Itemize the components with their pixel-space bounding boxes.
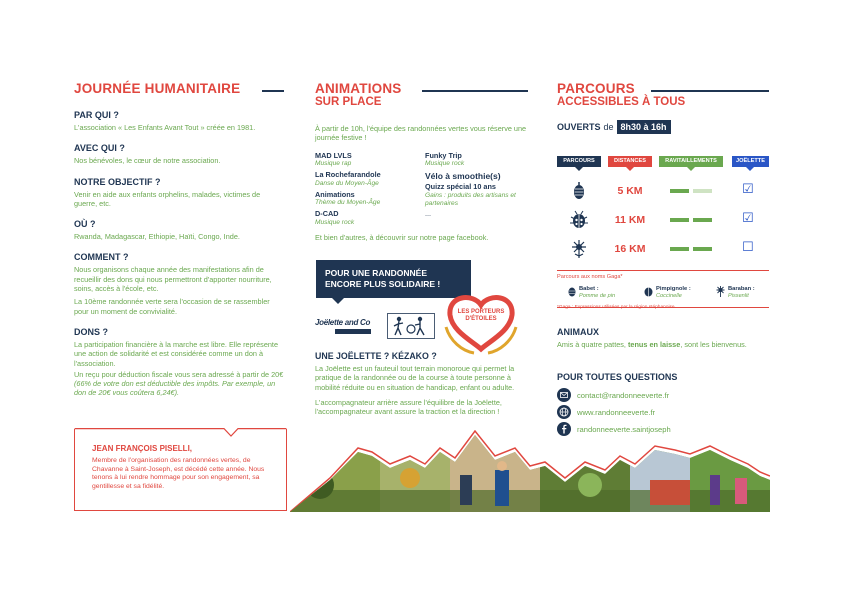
gaga-box	[557, 270, 769, 308]
contact-row[interactable]	[557, 404, 769, 420]
dandelion-icon	[570, 239, 588, 259]
answer-dons-2-text: Un reçu pour déduction fiscale vous sera adressé à partir de 20€	[74, 369, 284, 379]
logo-joelette-and-co	[315, 314, 381, 338]
tribute-box	[74, 429, 287, 511]
activity-name: Vélo à smoothie(s)	[425, 171, 501, 182]
logo-porteurs-top: LES PORTEURS	[457, 309, 505, 315]
logo-porteurs-text	[452, 309, 510, 323]
header-parcours: PARCOURS	[557, 156, 601, 167]
ravitaillement-bars	[670, 218, 714, 223]
distance-value: 11 KM	[614, 214, 646, 226]
question-ou: OÙ ?	[74, 219, 96, 230]
distance-value: 16 KM	[614, 243, 646, 255]
gaga-name: Baraban :	[728, 286, 755, 292]
tribute-box-top-border	[74, 428, 287, 438]
activity-name: MAD LVLS	[315, 150, 352, 160]
activity-name: Funky Trip	[425, 150, 462, 160]
column-animations	[315, 82, 529, 242]
logo-porteurs-bottom: D'ÉTOILES	[465, 316, 497, 322]
activity-sub: Thème du Moyen-Âge	[315, 199, 381, 207]
answer-dons: La participation financière à la marche est libre. Elle représente une action de solidarité et est considérée comme un don à l'association.	[74, 339, 279, 368]
questions-title: POUR TOUTES QUESTIONS	[557, 372, 678, 382]
opening-de: de	[603, 122, 614, 132]
activity-item	[315, 171, 425, 188]
joelette-checkbox: ☑	[742, 182, 754, 197]
animals-text-c: , sont les bienvenus.	[680, 340, 747, 349]
header-ravitaillements: RAVITAILLEMENTS	[659, 156, 723, 167]
activity-item	[315, 152, 425, 169]
answer-avec-qui: Nos bénévoles, le cœur de notre association.	[74, 156, 221, 166]
solidarity-banner-text: POUR UNE RANDONNÉE ENCORE PLUS SOLIDAIRE !	[325, 268, 441, 289]
section-title-humanitarian: JOURNÉE HUMANITAIRE	[74, 81, 241, 96]
question-par-qui: PAR QUI ?	[74, 110, 119, 120]
answer-comment-2: La 10ème randonnée verte sera l'occasion de se rassembler pour un moment de convivialité.	[74, 297, 270, 316]
animals-text	[557, 340, 757, 349]
contact-website[interactable]: www.randonneeverte.fr	[577, 407, 656, 417]
questions-block	[557, 372, 769, 437]
opening-label: OUVERTS	[557, 122, 601, 132]
mountain-photo-strip	[290, 430, 770, 512]
kezako-p2: L'accompagnateur arrière assure l'équilibre de la Joëlette, l'accompagnateur avant assure la traction et la direction !	[315, 397, 502, 417]
answer-ou: Rwanda, Madagascar, Ethiopie, Haïti, Congo, Inde.	[74, 232, 240, 242]
table-row	[557, 210, 769, 230]
rule-col3	[651, 90, 769, 92]
header-joelette: JOËLETTE	[732, 156, 769, 167]
activity-sub: Musique rock	[425, 160, 465, 168]
joelette-checkbox: ☑	[742, 211, 754, 226]
pine-cone-icon	[571, 181, 587, 201]
table-row	[557, 181, 769, 201]
answer-par-qui: L'association « Les Enfants Avant Tout » créée en 1981.	[74, 123, 256, 132]
section-subtitle-animations: SUR PLACE	[315, 96, 382, 108]
ravitaillement-bar-empty	[693, 189, 712, 193]
activity-sub: Musique rap	[315, 160, 352, 168]
animals-text-b: tenus en laisse	[627, 340, 681, 349]
globe-icon	[557, 405, 571, 419]
ravitaillement-bars	[670, 247, 714, 252]
tribute-name: JEAN FRANÇOIS PISELLI,	[92, 444, 193, 453]
contact-email[interactable]: contact@randonneeverte.fr	[577, 390, 670, 400]
activities-right	[425, 152, 529, 227]
animations-outro: Et bien d'autres, à découvrir sur notre page facebook.	[315, 232, 489, 242]
opening-hours	[557, 120, 769, 134]
animals-block	[557, 327, 757, 349]
ravitaillement-bar-filled	[693, 218, 712, 222]
header-pointers	[557, 167, 769, 173]
question-comment: COMMENT ?	[74, 252, 129, 263]
ravitaillement-bar-filled	[670, 218, 689, 222]
activity-item	[425, 183, 529, 208]
activity-name: Quizz spécial 10 ans	[425, 182, 496, 192]
opening-hours-value: 8h30 à 16h	[617, 120, 671, 134]
gaga-title: Parcours aux noms Gaga*	[557, 274, 623, 280]
ravitaillement-bars	[670, 189, 714, 194]
contact-facebook[interactable]: randonneeverte.saintjoseph	[577, 424, 671, 434]
gaga-sub: Coccinelle	[656, 293, 682, 299]
activity-item	[315, 191, 425, 208]
tribute-text: Membre de l'organisation des randonnées vertes, de Chavanne à Saint-Joseph, est décédé cette année. Nous tenons à lui rendre hommage pour son engagement, sa gentillesse et sa fidélité.	[92, 457, 265, 491]
gaga-sub: Pomme de pin	[579, 293, 616, 299]
activity-item	[425, 152, 529, 169]
logo-joelette-text: Joëlette and Co	[315, 318, 371, 327]
banner-pointer	[331, 297, 345, 305]
activities-left	[315, 152, 425, 227]
activities-grid	[315, 152, 529, 227]
animals-text-a: Amis à quatre pattes,	[557, 340, 626, 349]
activity-item	[315, 210, 425, 227]
animations-intro: À partir de 10h, l'équipe des randonnées vertes vous réserve une journée festive !	[315, 124, 527, 143]
gaga-items	[557, 285, 769, 303]
joelette-checkbox: ☐	[742, 240, 754, 255]
ravitaillement-bar-filled	[670, 247, 689, 251]
activity-item	[425, 210, 529, 219]
rule-col2	[422, 90, 528, 92]
activity-name: D-CAD	[315, 209, 339, 219]
section-subtitle-parcours: ACCESSIBLES À TOUS	[557, 96, 686, 108]
ravitaillement-bar-filled	[693, 247, 712, 251]
rule-col1	[262, 90, 284, 92]
gaga-name: Pimpignole :	[656, 286, 691, 292]
ravitaillement-bar-filled	[670, 189, 689, 193]
kezako-title: UNE JOËLETTE ? KÉZAKO ?	[315, 351, 437, 361]
activity-item	[425, 171, 529, 181]
ladybug-icon	[570, 210, 588, 230]
kezako-block	[315, 351, 527, 416]
logo-joelette-bar	[335, 329, 371, 334]
logo-runners-icon	[387, 313, 435, 339]
question-objectif: NOTRE OBJECTIF ?	[74, 176, 161, 187]
dandelion-icon	[715, 285, 726, 297]
activity-name: ...	[425, 208, 432, 218]
answer-objectif: Venir en aide aux enfants orphelins, malades, victimes de guerre, etc.	[74, 189, 261, 208]
kezako-p1: La Joëlette est un fauteuil tout terrain monoroue qui permet la pratique de la randonnée ou de la course à toute personne à mobilité réduite ou en situation de handicap, enfant ou adulte.	[315, 364, 515, 392]
answer-dons-2	[74, 370, 284, 398]
gaga-note: *Gaga : Expressions utilisées par la région stéphanoise.	[557, 305, 676, 310]
question-dons: DONS ?	[74, 326, 109, 337]
section-title-animations: ANIMATIONS	[315, 81, 402, 96]
activity-sub: Danse du Moyen-Âge	[315, 179, 379, 187]
answer-comment: Nous organisons chaque année des manifestations afin de recueillir des dons qui nous permettront d'apporter nourriture, soins, accès à l'école, etc.	[74, 265, 272, 294]
activity-name: Animations	[315, 189, 355, 199]
question-avec-qui: AVEC QUI ?	[74, 143, 125, 154]
answer-dons-2-italic: (66% de votre don est déductible des impôts. Par exemple, un don de 20€ vous coûtera 6,24€).	[74, 379, 276, 398]
section-title-parcours: PARCOURS	[557, 81, 635, 96]
activity-name: La Rochefarandole	[315, 170, 381, 180]
animals-title: ANIMAUX	[557, 327, 599, 337]
distance-value: 5 KM	[617, 185, 643, 197]
ladybug-icon	[643, 285, 654, 297]
gaga-sub: Pissenlit	[728, 293, 749, 299]
header-distances: DISTANCES	[608, 156, 652, 167]
activity-sub: Gains : produits des artisans et partenaires	[425, 191, 516, 207]
gaga-name: Babet :	[579, 286, 599, 292]
column-humanitarian	[74, 82, 284, 398]
mail-icon	[557, 388, 571, 402]
pine-cone-icon	[567, 285, 577, 297]
contact-row[interactable]	[557, 387, 769, 403]
table-row	[557, 239, 769, 259]
activity-sub: Musique rock	[315, 218, 355, 226]
